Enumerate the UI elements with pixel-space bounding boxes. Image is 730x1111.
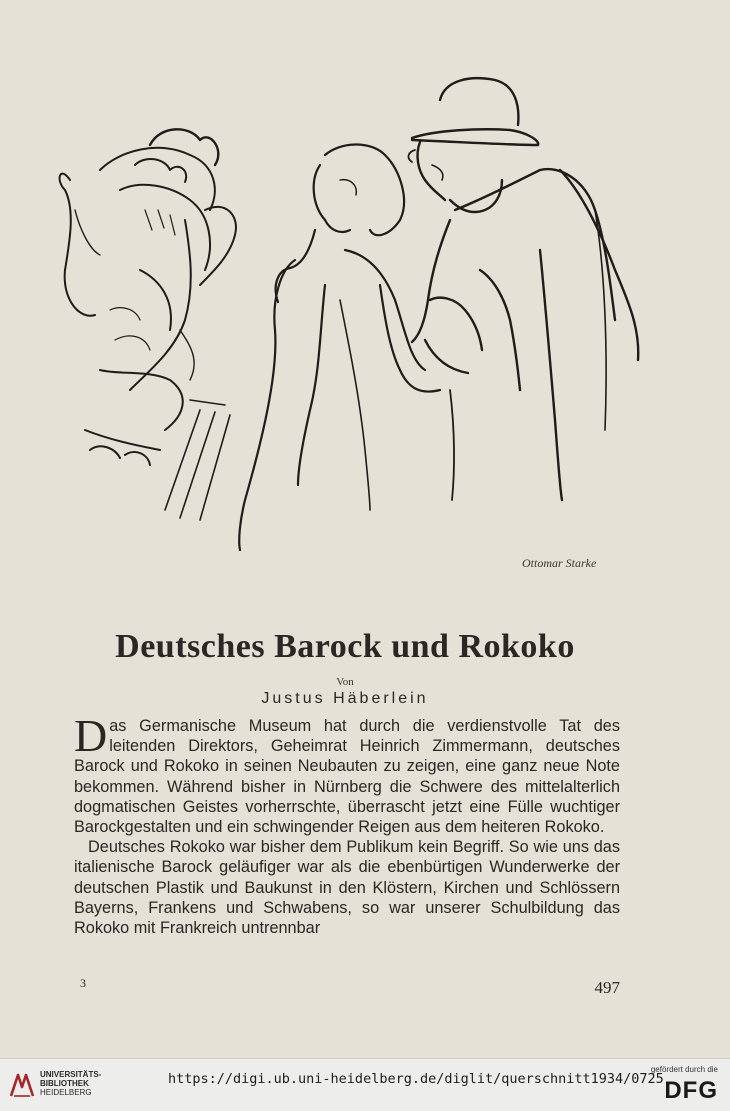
library-line-3: HEIDELBERG bbox=[40, 1088, 92, 1097]
ink-sketch-illustration bbox=[40, 70, 650, 570]
page-number: 497 bbox=[594, 978, 620, 997]
paragraph-2: Deutsches Rokoko war bisher dem Publikum kein Begriff. So wie uns das italienische Barock geläufiger war als die ebenbürtigen Wunderwerke der deutschen Plastik und Baukunst in den Klöstern, Kirchen und Schlössern Bayerns, Frankens und Schwabens, so war unserer Schulbildung das Rokoko mit Frankreich untrennbar bbox=[74, 838, 620, 938]
permalink-url[interactable]: https://digi.ub.uni-heidelberg.de/diglit/querschnitt1934/0725 bbox=[168, 1071, 664, 1087]
viewer-footer bbox=[0, 1058, 730, 1111]
paragraph-1 bbox=[74, 710, 620, 837]
footnote-marker: 3 bbox=[80, 976, 86, 990]
funded-by-label: gefördert durch die bbox=[650, 1065, 718, 1074]
author-name: Justus Häberlein bbox=[261, 690, 429, 707]
library-line-2: BIBLIOTHEK bbox=[40, 1079, 89, 1088]
artist-signature: Ottomar Starke bbox=[522, 556, 597, 570]
man-figure-sketch bbox=[408, 78, 638, 500]
university-library-logo-icon[interactable] bbox=[8, 1071, 36, 1099]
article-title: Deutsches Barock und Rokoko bbox=[115, 628, 575, 665]
paragraph-1-text: as Germanische Museum hat durch die verdienstvolle Tat des leitenden Direktors, Geheimrat Heinrich Zimmermann, deutsches Barock und Rokoko in seinen Neubauten zu zeigen, eine ganz neue Note bekommen. Während bisher in Nürnberg die Schwere des mittelalterlich dogmatischen Geistes vorherrschte, überrascht jetzt eine Fülle wuchtiger Barockgestalten und ein schwingender Reigen aus dem heiteren Rokoko. bbox=[74, 717, 620, 837]
drop-cap: D bbox=[74, 710, 108, 761]
woman-figure-sketch bbox=[239, 144, 440, 550]
library-line-1: UNIVERSITÄTS- bbox=[40, 1070, 102, 1079]
byline-prefix: Von bbox=[336, 676, 354, 688]
library-name[interactable] bbox=[40, 1070, 101, 1097]
dfg-logo[interactable]: DFG bbox=[664, 1077, 718, 1104]
article-body bbox=[74, 710, 620, 938]
baroque-sculpture-sketch bbox=[60, 129, 236, 520]
